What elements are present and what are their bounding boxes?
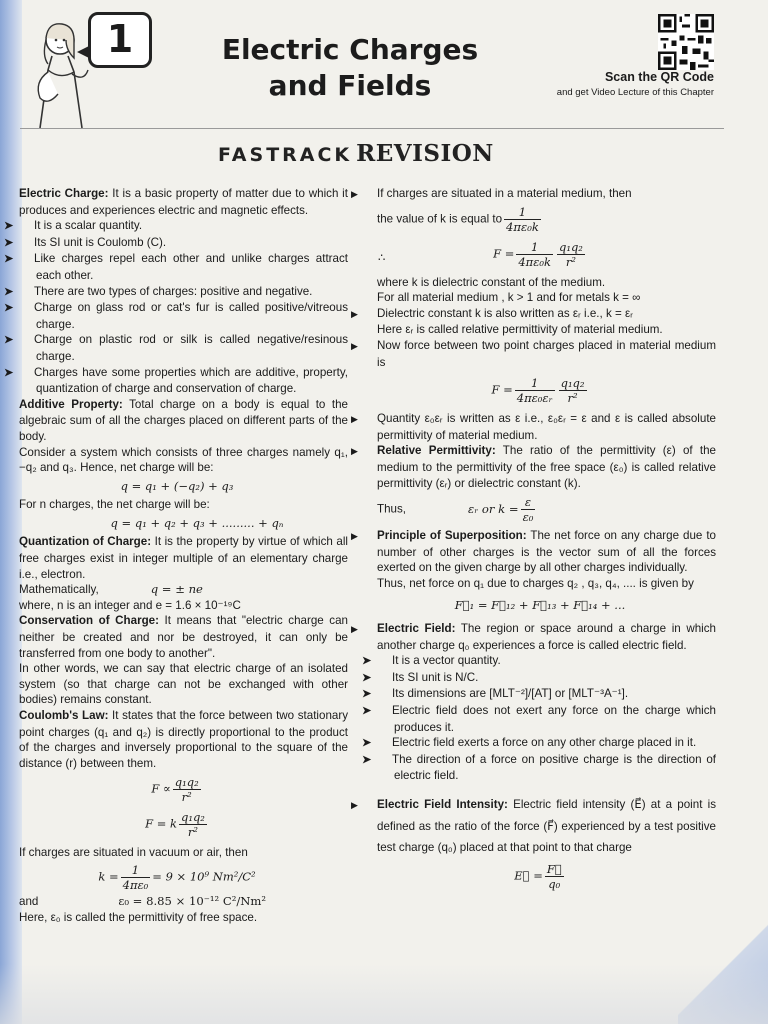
- triangle-right-icon: ▶: [351, 446, 358, 457]
- coulomb-force-equation: F = k $\frac{\text{q₁q₂}}{\text{r²}}$: [145, 810, 205, 840]
- chevron-right-icon: ➤: [4, 285, 14, 298]
- relative-permittivity-note: Here εᵣ is called relative permittivity of material medium.: [377, 323, 663, 337]
- superposition-text2: Thus, net force on q₁ due to charges q₂ , q₃, q₄, .... is given by: [377, 576, 694, 590]
- triangle-right-icon: ▶: [351, 189, 358, 199]
- chevron-right-icon: ➤: [4, 253, 14, 266]
- coulombs-law-para: Coulomb's Law: It states that the force between two stationary point charges (q₁ and q₂) is directly proportional to the product of the charges and inversely proportional to the square of the distance (r) between them.: [6, 708, 348, 771]
- field-intensity-para: ▶ Electric Field Intensity: Electric field intensity (E⃗) at a point is defined as the ratio of the force (F⃗) experienced by a test positive test charge (q₀) placed at that point to that charge: [364, 794, 716, 858]
- chapter-title-line1: Electric Charges: [221, 33, 479, 66]
- material-medium-para: ▶ If charges are situated in a material medium, then: [364, 186, 716, 203]
- chevron-right-icon: ➤: [362, 655, 372, 668]
- absolute-permittivity-para: ▶ Quantity ε₀εᵣ is written as ε i.e., ε₀εᵣ = ε and ε is called absolute permittivity of material medium.: [351, 412, 716, 442]
- coulomb-proportional-equation: F ∝ $\frac{\text{q₁q₂}}{\text{r²}}$: [151, 775, 199, 805]
- list-item: ➤ It is a scalar quantity.: [6, 218, 348, 235]
- triangle-right-icon: ▶: [351, 800, 358, 811]
- additive-example-text: Consider a system which consists of three charges namely q₁, −q₂ and q₃. Hence, net charge will be:: [19, 445, 348, 475]
- list-item: ➤ Its SI unit is Coulomb (C).: [6, 235, 348, 252]
- material-force-equation: F = $\frac{1}{\text{4πε₀εᵣ}}$ $\frac{\text{q₁q₂}}{\text{r²}}$: [491, 376, 585, 406]
- vacuum-text: If charges are situated in vacuum or air, then: [19, 846, 248, 860]
- section-heading: [218, 140, 494, 167]
- quantization-where-text: where, n is an integer and e = 1.6 × 10⁻¹⁹C: [19, 598, 241, 612]
- qr-code-icon[interactable]: [658, 14, 714, 70]
- dielectric-constant-para: ▶ Dielectric constant k is also written as εᵣ i.e., k = εᵣ: [364, 306, 716, 323]
- chevron-right-icon: ➤: [362, 753, 372, 766]
- conservation-para: Conservation of Charge: It means that "electric charge can neither be created and nor be destroyed, it can only be transferred from one body to another".: [6, 613, 348, 661]
- chapter-title: [200, 32, 500, 104]
- chevron-right-icon: ➤: [362, 737, 372, 750]
- list-item: ➤ Charges have some properties which are additive, property, quantization of charge and conservation of charge.: [4, 365, 348, 396]
- triangle-right-icon: ▶: [351, 340, 358, 351]
- list-item: ➤ Charge on plastic rod or silk is called negative/resinous charge.: [4, 333, 348, 363]
- chevron-right-icon: ➤: [4, 302, 14, 315]
- permittivity-text: Here, ε₀ is called the permittivity of free space.: [19, 910, 258, 924]
- left-column: [6, 186, 348, 925]
- header-divider: [20, 128, 724, 129]
- material-medium-k-text: For all material medium , k > 1 and for metals k = ∞: [377, 291, 641, 305]
- additive-property-para: Additive Property: Total charge on a body is equal to the algebraic sum of all the charges placed on different parts of the body.: [6, 397, 348, 445]
- field-intensity-equation: E⃗ = $\frac{F⃗}{\text{q₀}}$: [514, 862, 562, 892]
- triangle-right-icon: ▶: [351, 414, 358, 425]
- coulomb-constant-equation: k = $\frac{1}{\text{4πε₀}}$ = 9 × 10⁹ Nm²/C²: [98, 862, 256, 892]
- quantization-math-line: Mathematically, q = ± ne: [19, 582, 203, 597]
- triangle-right-icon: [6, 398, 19, 414]
- scan-qr-text: Scan the QR Code: [604, 70, 714, 84]
- chevron-right-icon: ➤: [4, 236, 14, 249]
- superposition-equation: F⃗₁ = F⃗₁₂ + F⃗₁₃ + F⃗₁₄ + ...: [454, 597, 626, 612]
- section-heading-fastrack: FASTRACK: [218, 144, 353, 166]
- list-item: ➤ Charge on glass rod or cat's fur is called positive/vitreous charge.: [4, 301, 348, 331]
- net-charge-equation: q = q₁ + (−q₂) + q₃: [120, 478, 234, 493]
- relative-permittivity-para: ▶ Relative Permittivity: The ratio of the permittivity (ε) of the medium to the permittivity of the free space (ε₀) is called relative permittivity (εᵣ) or dielectric constant (k).: [351, 444, 716, 490]
- quantization-para: Quantization of Charge: It is the property by virtue of which all free charges exist in integer multiple of an elementary charge i.e., electron.: [6, 534, 348, 582]
- triangle-right-icon: [6, 614, 19, 630]
- list-item: ➤ Electric field does not exert any force on the charge which produces it.: [362, 704, 716, 734]
- qr-scan-caption: [557, 70, 714, 99]
- permittivity-line: and ε₀ = 8.85 × 10⁻¹² C²/Nm²: [19, 893, 267, 908]
- chapter-title-line2: and Fields: [268, 69, 432, 102]
- triangle-right-icon: [6, 187, 19, 203]
- triangle-right-icon: ▶: [351, 624, 358, 635]
- chevron-right-icon: ➤: [4, 334, 14, 347]
- superposition-para: ▶ Principle of Superposition: The net force on any charge due to number of other charges is the vector sum of all the forces exerted on the given charge by all other charges individually.: [351, 529, 716, 575]
- video-lecture-text: and get Video Lecture of this Chapter: [556, 86, 714, 98]
- list-item: ➤ There are two types of charges: positive and negative.: [6, 284, 348, 301]
- triangle-right-icon: [6, 535, 19, 551]
- triangle-right-icon: ▶: [351, 308, 358, 319]
- k-value-line: the value of k is equal to $\frac{1}{\text{4πε₀k}}$: [377, 204, 539, 234]
- n-charges-equation: q = q₁ + q₂ + q₃ + ......... + qₙ: [110, 515, 284, 530]
- electric-field-para: ▶ Electric Field: The region or space around a charge in which another charge q₀ experiences a force is called electric field.: [351, 622, 716, 652]
- dielectric-where-text: where k is dielectric constant of the medium.: [377, 275, 606, 289]
- conservation-text2: In other words, we can say that electric charge of an isolated system (so that charge can not be exchanged with other bodies) remains constant.: [19, 662, 348, 707]
- list-item: ➤ Like charges repel each other and unlike charges attract each other.: [4, 252, 348, 282]
- n-charges-text: For n charges, the net charge will be:: [19, 498, 210, 512]
- thus-equation-line: Thus, εᵣ or k = $\frac{\varepsilon}{\text{ε₀}}$: [377, 495, 534, 525]
- section-heading-revision: REVISION: [356, 140, 494, 167]
- list-item: ➤ It is a vector quantity.: [364, 653, 716, 670]
- chevron-right-icon: ➤: [4, 220, 14, 233]
- list-item: ➤ Electric field exerts a force on any other charge placed in it.: [364, 735, 716, 752]
- chevron-right-icon: ➤: [362, 688, 372, 701]
- chevron-right-icon: ➤: [362, 705, 372, 718]
- right-column: [351, 186, 716, 895]
- triangle-right-icon: ▶: [351, 531, 358, 542]
- medium-force-equation: ∴ F = $\frac{1}{\text{4πε₀k}}$ $\frac{\text{q₁q₂}}{\text{r²}}$: [378, 239, 583, 269]
- page-bottom-shadow: [0, 964, 768, 1024]
- list-item: ➤ The direction of a force on positive charge is the direction of electric field.: [362, 752, 716, 783]
- list-item: ➤ Its dimensions are [MLT⁻²]/[AT] or [MLT⁻³A⁻¹].: [364, 686, 716, 703]
- chevron-right-icon: ➤: [4, 366, 14, 379]
- list-item: ➤ Its SI unit is N/C.: [364, 670, 716, 687]
- now-force-para: ▶ Now force between two point charges placed in material medium is: [351, 338, 716, 369]
- chapter-number-badge: 1: [88, 12, 152, 68]
- electric-charge-para: Electric Charge: It is a basic property of matter due to which it produces and experiences electric and magnetic effects.: [6, 186, 348, 218]
- triangle-right-icon: [6, 709, 19, 725]
- chevron-right-icon: ➤: [362, 671, 372, 684]
